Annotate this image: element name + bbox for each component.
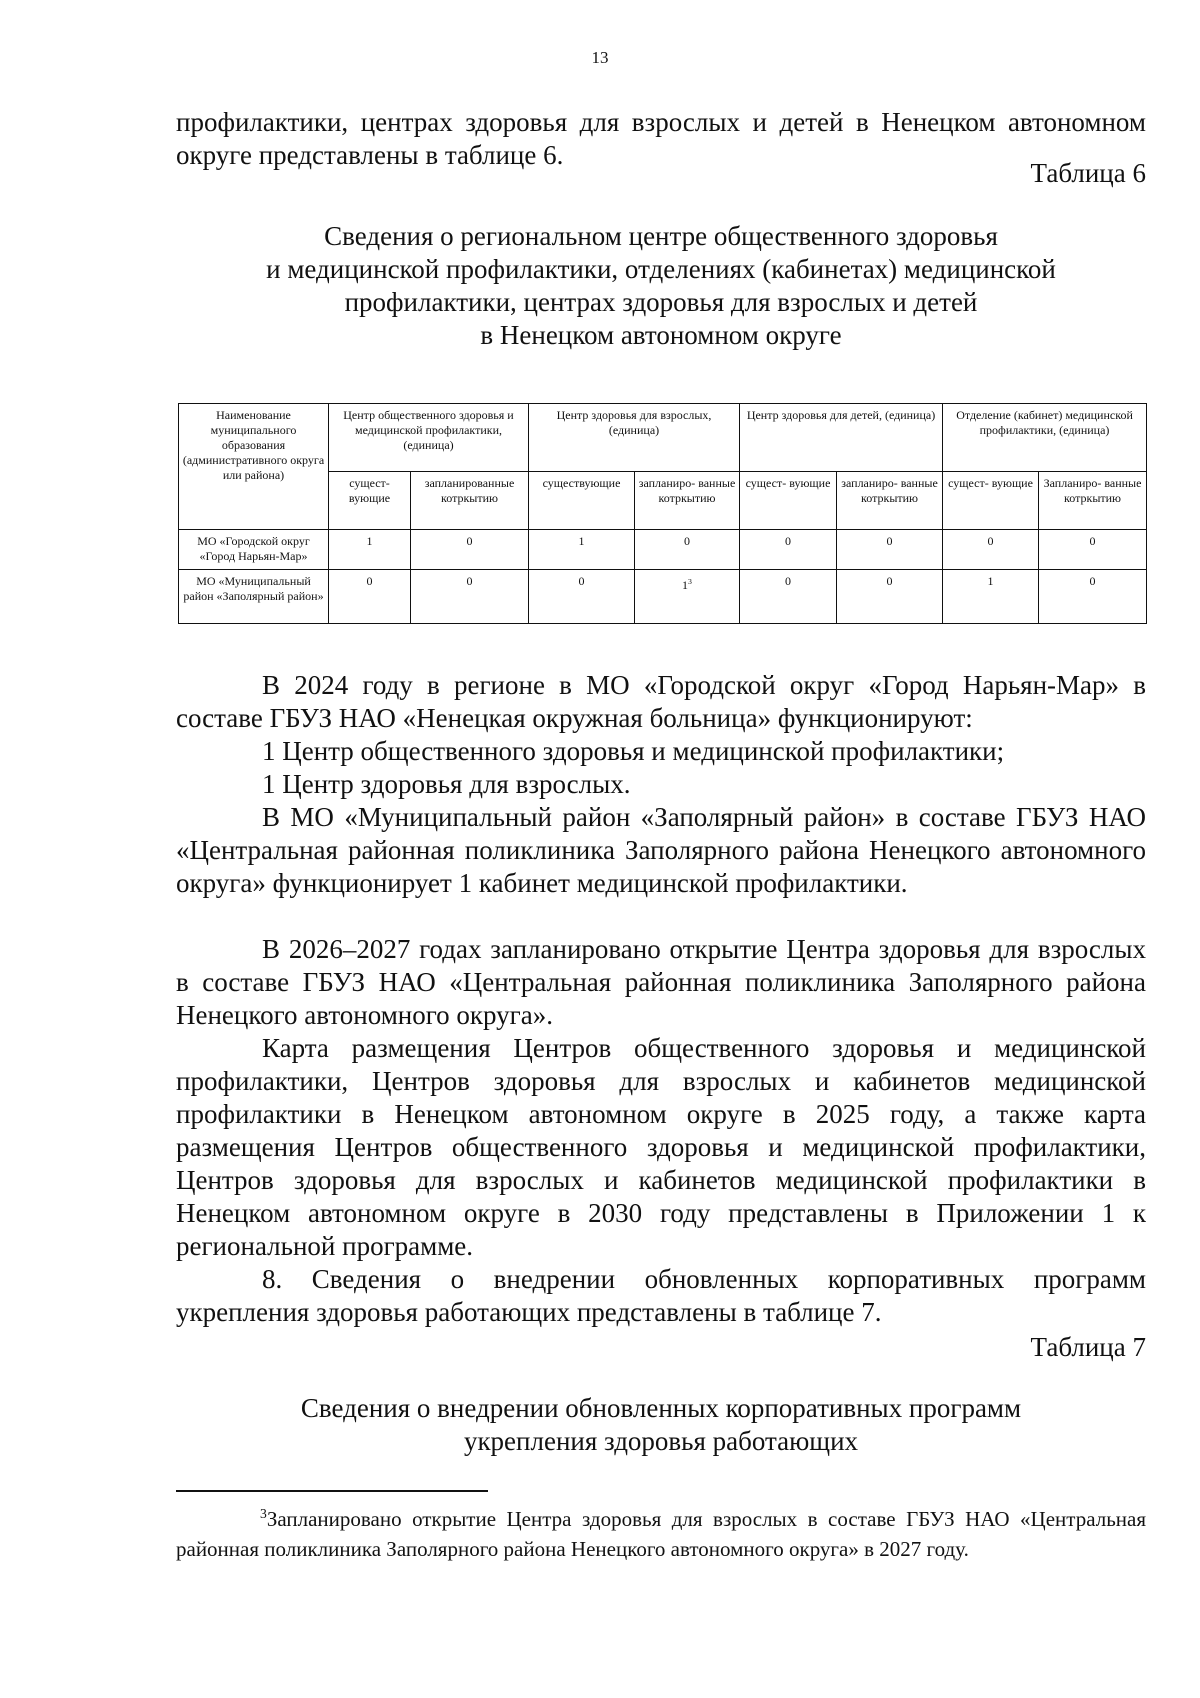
table6-cell: 1 bbox=[329, 530, 411, 570]
footnote-text: Запланировано открытие Центра здоровья для взрослых в составе ГБУЗ НАО «Центральная районная поликлиника Заполярного района Ненецкого автономного округа» в 2027 году. bbox=[176, 1507, 1146, 1561]
intro-paragraph: профилактики, центрах здоровья для взрослых и детей в Ненецком автономном округе представлены в таблице 6. bbox=[176, 107, 1146, 170]
table6-cell: 0 bbox=[837, 530, 943, 570]
table6-group-header: Центр здоровья для детей, (единица) bbox=[740, 404, 943, 472]
footnote-ref: 3 bbox=[688, 577, 692, 586]
table6-cell: 0 bbox=[529, 570, 635, 624]
table6-cell: 1 bbox=[943, 570, 1039, 624]
table-row bbox=[179, 570, 1147, 624]
table6-title-line: и медицинской профилактики, отделениях (кабинетах) медицинской bbox=[266, 254, 1056, 284]
table6 bbox=[178, 403, 1147, 624]
footnote-number: 3 bbox=[260, 1506, 267, 1521]
body-paragraph: 1 Центр здоровья для взрослых. bbox=[262, 769, 631, 799]
table6-cell: 0 bbox=[411, 530, 529, 570]
table6-subheader: сущест- вующие bbox=[329, 472, 411, 530]
footnote bbox=[176, 1499, 1146, 1564]
table6-cell: 0 bbox=[329, 570, 411, 624]
body-paragraph: Карта размещения Центров общественного здоровья и медицинской профилактики, Центров здоровья для взрослых и кабинетов медицинской профилактики в Ненецком автономном округе в 2025 году, а также карта размещения Центров общественного здоровья и медицинской профилактики, Центров здоровья для взрослых и кабинетов медицинской профилактики в Ненецком автономном округе в 2030 году представлены в Приложении 1 к региональной программе. bbox=[176, 1033, 1146, 1261]
body-paragraph: В МО «Муниципальный район «Заполярный район» в составе ГБУЗ НАО «Центральная районная поликлиника Заполярного района Ненецкого автономного округа» функционирует 1 кабинет медицинской профилактики. bbox=[176, 802, 1146, 898]
table6-subheader: сущест- вующие bbox=[943, 472, 1039, 530]
table7-title bbox=[176, 1392, 1146, 1458]
body-paragraph: В 2026–2027 годах запланировано открытие Центра здоровья для взрослых в составе ГБУЗ НАО «Центральная районная поликлиника Заполярного района Ненецкого автономного округа». bbox=[176, 934, 1146, 1030]
table6-cell: 0 bbox=[740, 530, 837, 570]
table6-cell: 0 bbox=[1039, 570, 1147, 624]
body-paragraph: В 2024 году в регионе в МО «Городской округ «Город Нарьян-Мар» в составе ГБУЗ НАО «Ненецкая окружная больница» функционируют: bbox=[176, 670, 1146, 733]
table7-title-line: Сведения о внедрении обновленных корпоративных программ bbox=[300, 1393, 1022, 1423]
table-row bbox=[179, 530, 1147, 570]
table6-label: Таблица 6 bbox=[1030, 158, 1146, 188]
table6-cell: 0 bbox=[837, 570, 943, 624]
table6-group-header: Центр общественного здоровья и медицинской профилактики, (единица) bbox=[329, 404, 529, 472]
table7-title-line: укрепления здоровья работающих bbox=[463, 1426, 859, 1456]
table6-title-line: Сведения о региональном центре общественного здоровья bbox=[324, 221, 998, 251]
table6-subheader: Запланиро- ванные котркытию bbox=[1039, 472, 1147, 530]
table6-cell bbox=[635, 570, 740, 624]
table6-row-name: МО «Муниципальный район «Заполярный район» bbox=[179, 570, 329, 624]
table6-cell: 0 bbox=[635, 530, 740, 570]
table6-title-line: профилактики, центрах здоровья для взрослых и детей bbox=[344, 287, 978, 317]
body-paragraph: 8. Сведения о внедрении обновленных корпоративных программ укрепления здоровья работающих представлены в таблице 7. bbox=[176, 1264, 1146, 1327]
table6-cell: 0 bbox=[411, 570, 529, 624]
body-paragraph: 1 Центр общественного здоровья и медицинской профилактики; bbox=[262, 736, 1005, 766]
table6-cell-value: 1 bbox=[682, 578, 689, 592]
table6-subheader: запланированные котркытию bbox=[411, 472, 529, 530]
table6-subheader: сущест- вующие bbox=[740, 472, 837, 530]
table6-title bbox=[176, 220, 1146, 352]
table6-cell: 0 bbox=[1039, 530, 1147, 570]
table7-label: Таблица 7 bbox=[1030, 1332, 1146, 1362]
table6-subheader: запланиро- ванные котркытию bbox=[635, 472, 740, 530]
page-number: 13 bbox=[591, 48, 609, 67]
table6-group-header: Отделение (кабинет) медицинской профилактики, (единица) bbox=[943, 404, 1147, 472]
table6-col-header-municipality: Наименование муниципального образования (административного округа или района) bbox=[179, 404, 329, 530]
table6-subheader: запланиро- ванные котркытию bbox=[837, 472, 943, 530]
table6-row-name: МО «Городской округ «Город Нарьян-Мар» bbox=[179, 530, 329, 570]
table6-group-header: Центр здоровья для взрослых, (единица) bbox=[529, 404, 740, 472]
table6-cell: 1 bbox=[529, 530, 635, 570]
table6-subheader: существующие bbox=[529, 472, 635, 530]
table6-cell: 0 bbox=[943, 530, 1039, 570]
table6-cell: 0 bbox=[740, 570, 837, 624]
table6-title-line: в Ненецком автономном округе bbox=[480, 320, 842, 350]
footnote-separator bbox=[176, 1490, 488, 1492]
